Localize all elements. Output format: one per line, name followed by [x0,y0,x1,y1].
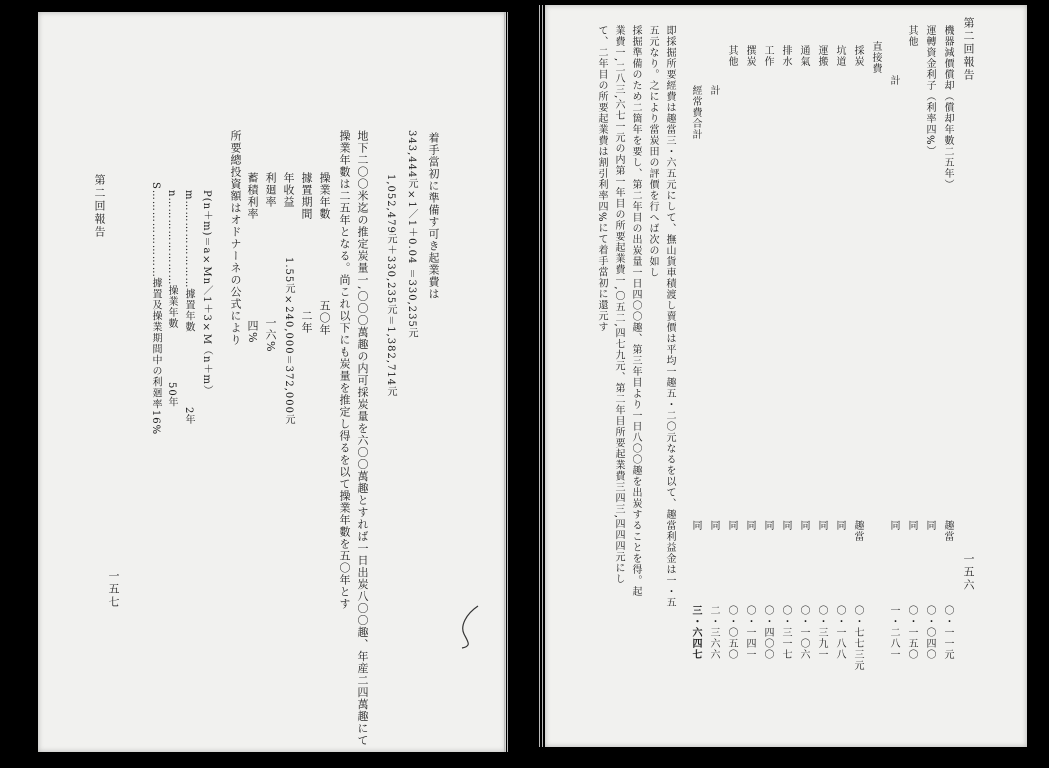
row-unit: 趣當 [942,520,953,542]
total-investment-intro: 所要總投資額はオドナーネの公式により [229,130,242,346]
row-unit: 趣當 [852,520,863,542]
right-page [545,5,1027,747]
value-deferment: 二年 [300,310,313,334]
row-value: 〇・四〇〇 [762,605,773,660]
row-label: 通氣 [798,45,809,67]
odonnell-formula: P(n＋m)＝a×Mn／1＋3×M（n＋m） [201,190,212,396]
row-unit: 同 [762,520,773,531]
row-label: 計 [708,85,719,96]
row-value: 〇・一五〇 [906,605,917,660]
body-line-3: 採掘準備のため二箇年を要し、第二年目の出炭量一日四〇〇趣、第三年目より一日八〇〇趣を出炭することを得。起 [630,25,641,597]
row-label: 撰炭 [744,45,755,67]
body-line-1: 即採掘所要經費は趣當三・六五元にして、撫山貨車積渡し賣價は平均一趣五・二〇元なるを以て、趣當利益金は一・五 [664,25,675,608]
value-yield-rate: 一六% [264,317,277,353]
row-unit: 同 [798,520,809,531]
row-unit: 同 [780,520,791,531]
row-unit: 同 [906,520,917,531]
label-yield-rate: 利廻率 [264,172,277,208]
row-label-total: 經常費合計 [690,85,701,140]
row-value: 二・三六六 [708,605,719,660]
m-value: 2年 [183,407,194,426]
row-unit: 同 [924,520,935,531]
body-line-2: 五元なり。之により當炭田の評價を行へば次の如し [647,25,658,278]
label-accum-rate: 蓄積利率 [246,172,259,220]
right-page-header: 第二回報告 [962,17,975,82]
row-label: 排水 [780,45,791,67]
sum-formula: 1,052,479元＋330,235元＝1,382,714元 [385,174,396,398]
page-edge [504,12,510,752]
row-unit: 同 [708,520,719,531]
row-value: 〇・三九一 [816,605,827,660]
label-deferment: 據置期間 [300,172,313,220]
body-line-5: て、二年目の所要起業費は割引利率四%にて着手當初に還元す [596,25,607,333]
row-value: 〇・一一元 [942,605,953,660]
body-line-4: 業費一,二八三,六七一元の内第一年目の所要起業費一,〇五二,四七九元、第二年目所要起業費三四三,四四四元にし [613,25,624,585]
paragraph-line-2: 操業年數は二五年となる。尚これ以下にも炭量を推定し得るを以て操業年數を五〇年とす [338,130,351,610]
value-accum-rate: 四% [246,320,259,344]
value-operation-years: 五〇年 [318,300,331,336]
section-direct-costs: 直接費 [870,41,881,74]
formula-legend-n: n……………………操業年數 [166,190,177,330]
row-value: 〇・七七三元 [852,605,863,671]
row-unit: 同 [888,520,899,531]
row-label: 其他 [906,25,917,47]
row-value: 〇・〇四〇 [924,605,935,660]
formula-legend-s: S……………………據置及操業期間中の利廻率16% [150,182,161,436]
row-unit: 同 [834,520,845,531]
row-value: 〇・一四一 [744,605,755,660]
row-unit: 同 [744,520,755,531]
row-label: 採炭 [852,45,863,67]
n-value: 50年 [166,382,177,408]
value-annual-income: 1.55元×240,000＝372,000元 [283,257,294,425]
row-label: 其他 [726,45,737,67]
row-label: 計 [888,75,899,86]
row-unit: 同 [690,520,701,531]
initial-capital-intro: 着手當初に準備す可き起業費は [427,132,440,300]
row-unit: 同 [726,520,737,531]
row-value: 〇・三一七 [780,605,791,660]
pencil-mark [458,604,484,650]
label-annual-income: 年收益 [282,172,295,208]
row-value: 〇・一八八 [834,605,845,660]
row-value-total: 三・六四七 [690,605,701,660]
row-label: 運轉資金利子（利率四%） [924,25,935,157]
row-label: 坑道 [834,45,845,67]
page-edge [539,5,545,747]
row-value: 〇・一〇六 [798,605,809,660]
left-page-header: 第二回報告 [93,174,106,239]
row-value: 一・二八一 [888,605,899,660]
row-value: 〇・〇五〇 [726,605,737,660]
label-operation-years: 操業年數 [318,172,331,220]
row-label: 機器減價償却（償却年數二五年） [942,25,953,190]
row-label: 運搬 [816,45,827,67]
left-page [38,12,506,752]
row-unit: 同 [816,520,827,531]
left-page-number: 一五七 [107,570,120,609]
discount-formula: 343,444元×1／1＋0.04 ＝330,235元 [406,130,417,339]
row-label: 工作 [762,45,773,67]
formula-legend-m: m……………………據置年數 [183,190,194,333]
paragraph-line-1: 地下二〇〇米迄の推定炭量一,〇〇〇萬趣の内可採炭量を六〇〇萬趣とすれば一日出炭八〇〇趣、年産二四萬趣にて [356,130,369,747]
right-page-number: 一五六 [962,553,975,592]
